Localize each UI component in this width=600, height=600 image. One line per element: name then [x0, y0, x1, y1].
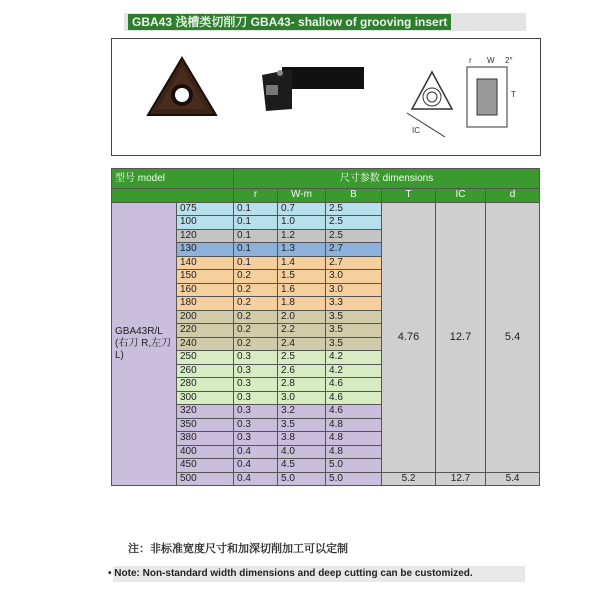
header-model: 型号 model — [112, 169, 234, 189]
note-english-text: Note: Non-standard width dimensions and deep cutting can be customized. — [114, 568, 473, 579]
cell-r: 0.3 — [234, 378, 278, 392]
table-header-row — [112, 169, 540, 189]
cell-code: 130 — [177, 243, 234, 257]
label-t: T — [511, 90, 516, 99]
cell-b: 2.5 — [326, 202, 382, 216]
cell-wm: 1.0 — [278, 216, 326, 230]
table-row — [112, 202, 540, 216]
bullet: • — [108, 568, 112, 579]
tool-holder-photo — [252, 59, 367, 119]
cell-b: 3.5 — [326, 337, 382, 351]
cell-b: 4.8 — [326, 445, 382, 459]
cell-wm: 4.0 — [278, 445, 326, 459]
cell-wm: 0.7 — [278, 202, 326, 216]
cell-r: 0.3 — [234, 351, 278, 365]
cell-wm: 3.8 — [278, 432, 326, 446]
cell-wm: 1.3 — [278, 243, 326, 257]
header-model-spacer — [112, 189, 234, 203]
cell-b: 2.7 — [326, 243, 382, 257]
cell-r: 0.4 — [234, 472, 278, 486]
cell-code: 200 — [177, 310, 234, 324]
cell-wm: 2.5 — [278, 351, 326, 365]
cell-t: 5.2 — [382, 472, 436, 486]
cell-wm: 1.8 — [278, 297, 326, 311]
cell-r: 0.2 — [234, 297, 278, 311]
cell-r: 0.3 — [234, 418, 278, 432]
cell-code: 180 — [177, 297, 234, 311]
cell-wm: 2.0 — [278, 310, 326, 324]
product-images-panel — [111, 38, 541, 156]
cell-code: 140 — [177, 256, 234, 270]
cell-b: 2.5 — [326, 216, 382, 230]
cell-code: 240 — [177, 337, 234, 351]
cell-r: 0.1 — [234, 216, 278, 230]
cell-wm: 1.2 — [278, 229, 326, 243]
cell-r: 0.2 — [234, 337, 278, 351]
cell-code: 380 — [177, 432, 234, 446]
cell-code: 150 — [177, 270, 234, 284]
cell-shared-ic: 12.7 — [436, 202, 486, 472]
cell-code: 320 — [177, 405, 234, 419]
cell-r: 0.1 — [234, 229, 278, 243]
cell-r: 0.4 — [234, 445, 278, 459]
label-r: r — [469, 56, 472, 65]
note-chinese: 注：非标准宽度尺寸和加深切削加工可以定制 — [128, 543, 348, 555]
cell-b: 2.7 — [326, 256, 382, 270]
cell-code: 160 — [177, 283, 234, 297]
page-title: GBA43 浅槽类切削刀 GBA43- shallow of grooving insert — [128, 14, 451, 30]
col-ic: IC — [436, 189, 486, 203]
cell-b: 4.6 — [326, 405, 382, 419]
cell-code: 260 — [177, 364, 234, 378]
cell-code: 120 — [177, 229, 234, 243]
cell-code: 500 — [177, 472, 234, 486]
cell-b: 4.2 — [326, 364, 382, 378]
col-r: r — [234, 189, 278, 203]
spec-table — [111, 168, 540, 486]
cell-b: 4.8 — [326, 432, 382, 446]
cell-wm: 2.8 — [278, 378, 326, 392]
cell-r: 0.4 — [234, 459, 278, 473]
cell-wm: 1.6 — [278, 283, 326, 297]
cell-b: 3.5 — [326, 310, 382, 324]
header-dimensions: 尺寸参数 dimensions — [234, 169, 540, 189]
cell-wm: 4.5 — [278, 459, 326, 473]
cell-code: 350 — [177, 418, 234, 432]
col-t: T — [382, 189, 436, 203]
cell-b: 3.5 — [326, 324, 382, 338]
cell-code: 280 — [177, 378, 234, 392]
cell-r: 0.2 — [234, 324, 278, 338]
table-row — [112, 472, 540, 486]
col-wm: W-m — [278, 189, 326, 203]
cell-shared-d: 5.4 — [486, 202, 540, 472]
table-body — [112, 202, 540, 486]
cell-code: 100 — [177, 216, 234, 230]
cell-code: 220 — [177, 324, 234, 338]
col-b: B — [326, 189, 382, 203]
label-w: W — [487, 56, 495, 65]
cell-code: 075 — [177, 202, 234, 216]
cell-r: 0.2 — [234, 310, 278, 324]
cell-r: 0.2 — [234, 270, 278, 284]
cell-r: 0.3 — [234, 432, 278, 446]
cell-ic: 12.7 — [436, 472, 486, 486]
cell-wm: 2.4 — [278, 337, 326, 351]
cell-wm: 3.0 — [278, 391, 326, 405]
cell-r: 0.2 — [234, 283, 278, 297]
cell-r: 0.1 — [234, 202, 278, 216]
cell-wm: 1.4 — [278, 256, 326, 270]
cell-r: 0.1 — [234, 243, 278, 257]
cell-wm: 1.5 — [278, 270, 326, 284]
cell-b: 4.2 — [326, 351, 382, 365]
model-name-cell: GBA43R/L (右刀 R,左刀 L) — [112, 202, 177, 486]
cell-wm: 2.2 — [278, 324, 326, 338]
technical-drawing — [397, 47, 532, 147]
cell-code: 300 — [177, 391, 234, 405]
cell-b: 5.0 — [326, 459, 382, 473]
note-english — [108, 568, 473, 579]
cell-b: 4.8 — [326, 418, 382, 432]
cell-r: 0.3 — [234, 405, 278, 419]
cell-wm: 3.5 — [278, 418, 326, 432]
insert-photo — [142, 55, 222, 121]
table-subheader-row — [112, 189, 540, 203]
cell-b: 3.3 — [326, 297, 382, 311]
cell-r: 0.3 — [234, 364, 278, 378]
cell-b: 2.5 — [326, 229, 382, 243]
cell-b: 3.0 — [326, 283, 382, 297]
cell-code: 450 — [177, 459, 234, 473]
cell-d: 5.4 — [486, 472, 540, 486]
label-ic: IC — [412, 126, 420, 135]
cell-wm: 2.6 — [278, 364, 326, 378]
col-d: d — [486, 189, 540, 203]
cell-r: 0.1 — [234, 256, 278, 270]
cell-r: 0.3 — [234, 391, 278, 405]
cell-b: 5.0 — [326, 472, 382, 486]
cell-wm: 5.0 — [278, 472, 326, 486]
cell-code: 400 — [177, 445, 234, 459]
cell-b: 3.0 — [326, 270, 382, 284]
cell-b: 4.6 — [326, 378, 382, 392]
label-angle: 2° — [505, 56, 513, 65]
cell-b: 4.6 — [326, 391, 382, 405]
cell-shared-t: 4.76 — [382, 202, 436, 472]
cell-wm: 3.2 — [278, 405, 326, 419]
cell-code: 250 — [177, 351, 234, 365]
